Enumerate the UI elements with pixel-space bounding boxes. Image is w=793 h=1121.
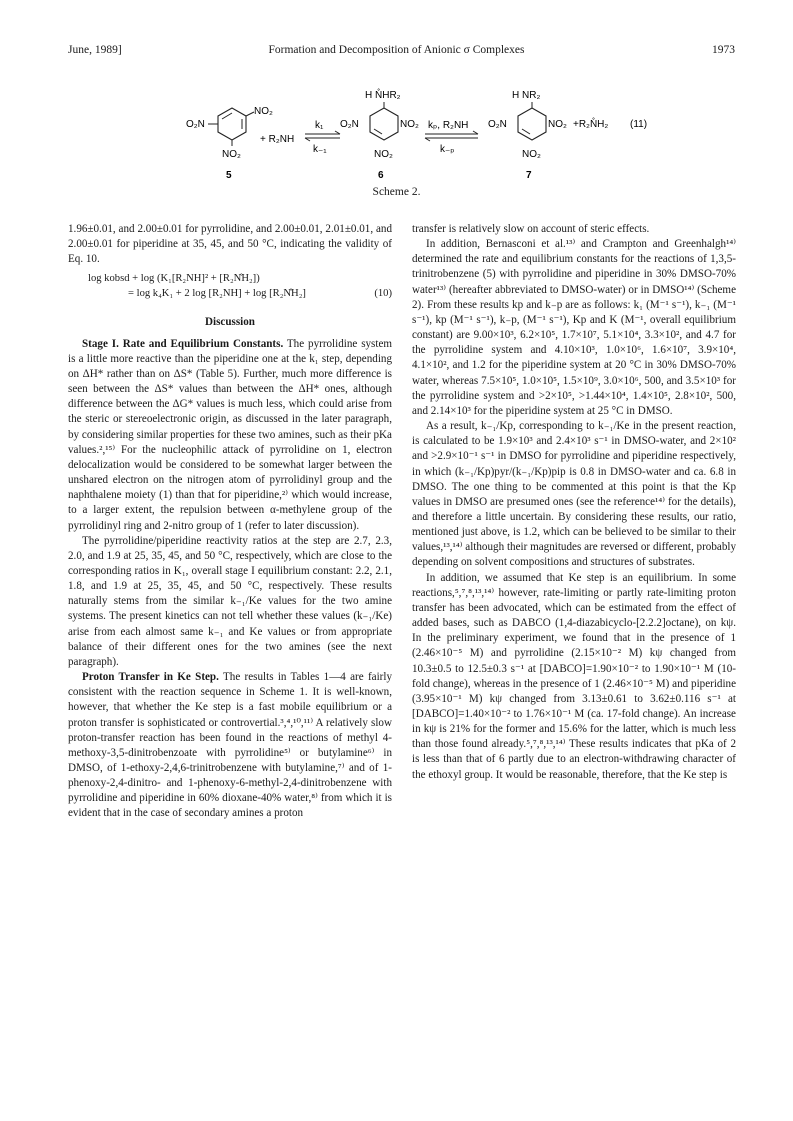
h-nhr2-label: H N̊HR₂ bbox=[365, 90, 401, 101]
paragraph: 1.96±0.01, and 2.00±0.01 for pyrrolidine, and 2.00±0.01, 2.01±0.01, and 2.00±0.01 for piperidine at 35, 45, and 50 °C, indicating the validity of Eq. 10. bbox=[68, 223, 392, 266]
paragraph-text: The results in Tables 1—4 are fairly consistent with the reaction sequence in Scheme 1. It is well-known, however, that whether the Ke step is a fast mobile equilibrium or a proton transfer is sophisticated or controvertial.³,⁴,¹⁰,¹¹⁾ A relatively slow proton-transfer reaction has been found in the reactions of methyl 4-methoxy-3,5-dinitrobenzoate with pyrrolidine⁵⁾ or butylamine⁶⁾ in DMSO, of 1-ethoxy-2,4,6-trinitrobenzene with butylamine,⁷⁾ and of 1-phenoxy-2,4-dinitro- and 1-phenoxy-6-methyl-2,4-dinitrobenzene with pyrrolidine and piperidine in 60% dioxane-40% water,⁸⁾ from which it is evident that in the case of secondary amines a proton bbox=[68, 671, 393, 820]
o2n-label: O₂N bbox=[488, 119, 507, 130]
running-header-title: Formation and Decomposition of Anionic σ Complexes bbox=[268, 44, 525, 56]
no2-label: NO₂ bbox=[522, 149, 541, 160]
equilibrium-arrows-1 bbox=[305, 120, 340, 155]
page-number: 1973 bbox=[712, 44, 735, 56]
no2-label: NO₂ bbox=[254, 106, 273, 117]
equation-number: (10) bbox=[374, 288, 392, 300]
rate-kmp-label: k₋ₚ bbox=[440, 144, 455, 155]
compound-6-structure bbox=[340, 87, 419, 160]
compound-7-structure bbox=[488, 90, 567, 160]
compound-label-5: 5 bbox=[226, 170, 232, 181]
reaction-scheme bbox=[160, 78, 660, 193]
left-column bbox=[68, 222, 392, 822]
compound-label-7: 7 bbox=[526, 170, 532, 181]
no2-label: NO₂ bbox=[548, 119, 567, 130]
h-nr2-label: H NR₂ bbox=[512, 90, 541, 101]
equation-text: = log k₄K₁ + 2 log [R₂NH] + log [R₂N̊H₂] bbox=[128, 288, 306, 300]
paragraph bbox=[68, 670, 392, 822]
compound-5-structure bbox=[186, 106, 273, 160]
o2n-label: O₂N bbox=[340, 119, 359, 130]
right-column bbox=[412, 222, 736, 783]
run-in-heading: Stage I. Rate and Equilibrium Constants. bbox=[82, 337, 284, 350]
equation-10 bbox=[68, 271, 392, 301]
paragraph: As a result, k₋₁/Kp, corresponding to k₋₁/Ke in the present reaction, is calculated to be 1.9×10³ and 2.4×10³ s⁻¹ in DMSO-water, and 2×10² and >2.9×10⁻¹ s⁻¹ in DMSO for pyrrolidine and piperidine respectively, in which (k₋₁/Kp)pyr/(k₋₁/Kp)pip is 0.8 in DMSO-water and ca. 6.8 in DMSO. The one thing to be commented at this point is that the Kp values in DMSO are presumed ones (see the reference¹⁴⁾ for the details), and therefore a little uncertain. By considering these results, our ratio, mentioned just above, is 1.2, which can be believed to be similar to their values,¹³,¹⁴⁾ although their magnitudes are reversed or different, probably depending on solvent compositions and structures of substrates. bbox=[412, 420, 736, 569]
no2-label: NO₂ bbox=[222, 149, 241, 160]
paragraph: transfer is relatively slow on account of steric effects. bbox=[412, 223, 650, 235]
paragraph: In addition, Bernasconi et al.¹³⁾ and Crampton and Greenhalgh¹⁴⁾ determined the rate and equilibrium constants for the reactions of 1,3,5-trinitrobenzene (5) with pyrrolidine and piperidine in 30% DMSO-70% water¹³⁾ (hereafter abbreviated to DMSO-water) or in DMSO¹⁴⁾ (Scheme 2). From these results kp and k₋p are as follows: k₁ (M⁻¹ s⁻¹), k₋₁ (M⁻¹ s⁻¹), kp (M⁻¹ s⁻¹), k₋p, (M⁻¹ s⁻¹), Kp and K (M⁻¹, overall equilibrium constant) are 9.00×10³, 6.2×10⁵, 1.7×10⁷, 5.1×10⁴, 3.3×10², and 4.7 for the pyrrolidine system and 4.10×10³, 1.0×10⁶, 1.6×10⁷, 3.9×10⁴, 4.1×10², and 1.2 for the piperidine system at 20 °C in 30% DMSO-70% water, whereas 7.5×10⁵, 1.0×10⁵, 1.5×10⁹, 3.0×10⁶, 500, and 3.5×10³ for the pyrrolidine system and >2×10⁵, >1.44×10⁴, 1.4×10⁵, 2.8×10², 500, and 2.14×10³ for the piperidine system at 25 °C in DMSO. bbox=[412, 238, 736, 417]
paragraph bbox=[68, 337, 392, 534]
paragraph-text: The pyrrolidine system is a little more reactive than the piperidine one at the k₁ step, depending on ΔH* rather than on ΔS* (Table 5). Further, much more difference is seen between the ΔS* values than between the ΔH* ones, although difference between the ΔG* values is much less, which could arise from the steric or stereoelectronic origin, as discussed in the later paragraph, by considering similar properties for these two amines, such as their pKa values.²,¹⁵⁾ For the nucleophilic attack of pyrrolidine on 1, electron delocalization would be considered to be somewhat larger between the unshared electron on the nitrogen atom of pyrrolidinyl group and the naphthalene moiety (1) than that for piperidine,²⁾ which would increase, to a larger extent, the repulsion between α-methylene group of the pyrrolidinyl ring and 2-nitro group of 1 (refer to later discussion). bbox=[68, 337, 393, 532]
run-in-heading: Proton Transfer in Ke Step. bbox=[82, 671, 219, 684]
no2-label: NO₂ bbox=[400, 119, 419, 130]
rate-km1-label: k₋₁ bbox=[313, 144, 327, 155]
o2n-label: O₂N bbox=[186, 119, 205, 130]
paragraph: The pyrrolidine/piperidine reactivity ratios at the step are 2.7, 2.3, 2.0, and 1.9 at 25, 35, 45, and 50 °C, respectively, which are close to the corresponding ratios in K₁, overall stage I equilibrium constant: 2.2, 2.1, 1.8, and 1.9 at 25, 35, 45, and 50 °C, respectively. These results naturally stems from the similar k₋₁/Ke values for the two amine systems. The present kinetics can not tell whether these values (k₋₁/Ke) arise from each almost same k₋₁ and Ke values or from appropriate balance of their different ones for the two amines (see the next paragraph). bbox=[68, 534, 392, 668]
rate-kp-label: kₚ, R₂NH bbox=[428, 120, 469, 131]
scheme-equation-number: (11) bbox=[630, 119, 648, 130]
equation-line: log kobsd + log (K₁[R₂NH]² + [R₂N̊H₂]) bbox=[88, 273, 260, 285]
paragraph: In addition, we assumed that Ke step is an equilibrium. In some reactions,⁵,⁷,⁸,¹³,¹⁴⁾ however, rate-limiting or partly rate-limiting proton transfer has been advocated, which can be estimated from the effect of added bases, such as DABCO (1,4-diazabicyclo-[2.2.2]octane), on kψ. In the preliminary experiment, we found that in the presence of 1 (2.46×10⁻⁵ M) and pyrrolidine (2.15×10⁻² M) kψ changed from 10.3±0.5 to 12.5±0.3 s⁻¹ at [DABCO]=1.90×10⁻² to 1.90×10⁻¹ M (10-fold change), whereas in the presence of 1 (2.46×10⁻⁵ M) and piperidine (3.95×10⁻¹ M) kψ changed from 3.13±0.61 to 3.62±0.116 s⁻¹ at [DABCO]=1.40×10⁻² to 1.76×10⁻¹ M (ca. 17-fold change). An increase in kψ is 21% for the former and 15.6% for the latter, which is much less than those found already.⁵,⁷,⁸,¹³,¹⁴⁾ These results indicates that pKa of 2 is less than that of 6 partly due to an electron-withdrawing character of the ethoxyl group. It would be reasonable, therefore, that the Ke step is bbox=[412, 571, 736, 781]
no2-label: NO₂ bbox=[374, 149, 393, 160]
equilibrium-arrows-2 bbox=[425, 120, 478, 155]
rate-k1-label: k₁ bbox=[315, 120, 324, 131]
running-header-date: June, 1989] bbox=[68, 44, 122, 56]
scheme-caption: Scheme 2. bbox=[372, 186, 421, 198]
equation-line bbox=[68, 286, 392, 301]
section-heading: Discussion bbox=[205, 316, 255, 329]
compound-label-6: 6 bbox=[378, 170, 384, 181]
ammonium-label: +R₂N̊H₂ bbox=[573, 119, 609, 130]
reagent-label: + R₂NH bbox=[260, 134, 295, 145]
